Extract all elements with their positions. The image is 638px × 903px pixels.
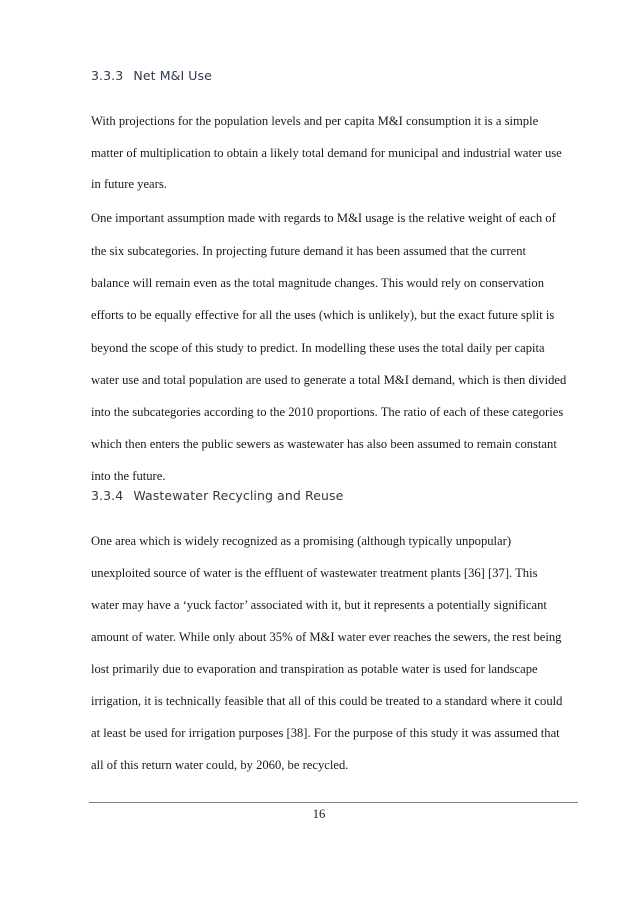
text-line: irrigation, it is technically feasible that all of this could be treated to a standard where it could <box>91 694 563 708</box>
section-number: 3.3.3 <box>91 68 124 83</box>
section-heading-3-3-4 <box>91 488 343 503</box>
section-heading-3-3-3 <box>91 68 212 83</box>
text-line: in future years. <box>91 177 167 191</box>
text-line: into the subcategories according to the 2010 proportions. The ratio of each of these categories <box>91 405 564 419</box>
footer-divider <box>89 802 578 803</box>
text-line: all of this return water could, by 2060, be recycled. <box>91 758 349 772</box>
text-line: lost primarily due to evaporation and transpiration as potable water is used for landscape <box>91 662 538 676</box>
text-line: into the future. <box>91 469 166 483</box>
text-line: One area which is widely recognized as a promising (although typically unpopular) <box>91 534 512 548</box>
text-line: at least be used for irrigation purposes [38]. For the purpose of this study it was assumed that <box>91 726 560 740</box>
section-title: Wastewater Recycling and Reuse <box>133 488 344 503</box>
text-line: balance will remain even as the total magnitude changes. This would rely on conservation <box>91 276 545 290</box>
text-line: water use and total population are used to generate a total M&I demand, which is then divided <box>91 373 567 387</box>
text-line: With projections for the population levels and per capita M&I consumption it is a simple <box>91 114 539 128</box>
text-line: matter of multiplication to obtain a likely total demand for municipal and industrial water use <box>91 146 562 160</box>
text-line: amount of water. While only about 35% of M&I water ever reaches the sewers, the rest being <box>91 630 562 644</box>
text-line: water may have a ‘yuck factor’ associated with it, but it represents a potentially significant <box>91 598 547 612</box>
text-line: efforts to be equally effective for all the uses (which is unlikely), but the exact future split is <box>91 308 555 322</box>
text-line: unexploited source of water is the effluent of wastewater treatment plants [36] [37]. This <box>91 566 538 580</box>
text-line: beyond the scope of this study to predict. In modelling these uses the total daily per capita <box>91 341 545 355</box>
text-line: which then enters the public sewers as wastewater has also been assumed to remain constant <box>91 437 557 451</box>
section-title: Net M&I Use <box>133 68 212 83</box>
section-number: 3.3.4 <box>91 488 124 503</box>
text-line: One important assumption made with regards to M&I usage is the relative weight of each of <box>91 211 556 225</box>
text-line: the six subcategories. In projecting future demand it has been assumed that the current <box>91 244 527 258</box>
page-number: 16 <box>312 807 326 821</box>
